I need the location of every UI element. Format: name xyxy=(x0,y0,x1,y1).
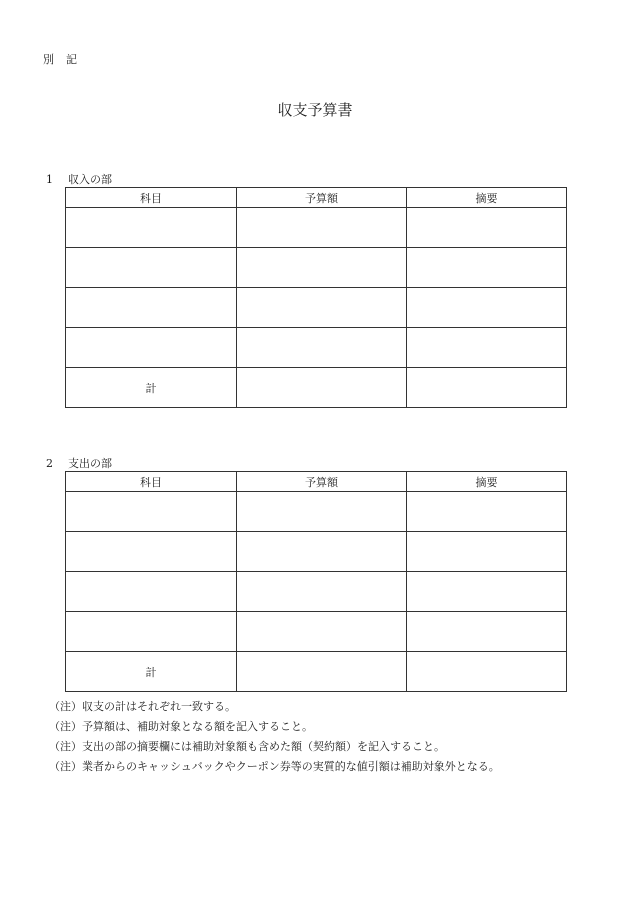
income-table xyxy=(65,187,567,408)
income-header-row xyxy=(66,188,567,208)
expense-col-subject: 科目 xyxy=(66,472,237,492)
document-title: 収支予算書 xyxy=(277,101,353,119)
table-row xyxy=(66,492,567,532)
expense-total-label: 計 xyxy=(66,652,237,692)
expense-subject-cell[interactable] xyxy=(66,612,237,652)
expense-summary-cell[interactable] xyxy=(407,532,567,572)
table-row xyxy=(66,248,567,288)
income-budget-cell[interactable] xyxy=(237,288,407,328)
income-budget-cell[interactable] xyxy=(237,328,407,368)
note-item: （注）収支の計はそれぞれ一致する。 xyxy=(49,700,236,713)
expense-subject-cell[interactable] xyxy=(66,572,237,612)
annex-label-part2: 記 xyxy=(66,53,77,66)
expense-section-number: 2 xyxy=(46,457,53,470)
expense-total-budget-cell[interactable] xyxy=(237,652,407,692)
table-row xyxy=(66,208,567,248)
income-section-heading xyxy=(46,171,112,187)
expense-budget-cell[interactable] xyxy=(237,532,407,572)
expense-subject-cell[interactable] xyxy=(66,492,237,532)
note-item: （注）予算額は、補助対象となる額を記入すること。 xyxy=(49,720,313,733)
expense-summary-cell[interactable] xyxy=(407,572,567,612)
income-summary-cell[interactable] xyxy=(407,288,567,328)
income-subject-cell[interactable] xyxy=(66,328,237,368)
income-subject-cell[interactable] xyxy=(66,208,237,248)
expense-header-row xyxy=(66,472,567,492)
table-row xyxy=(66,612,567,652)
income-budget-cell[interactable] xyxy=(237,208,407,248)
expense-total-row xyxy=(66,652,567,692)
expense-budget-cell[interactable] xyxy=(237,612,407,652)
income-summary-cell[interactable] xyxy=(407,208,567,248)
notes-list xyxy=(49,697,500,777)
expense-section-heading xyxy=(46,455,112,471)
income-budget-cell[interactable] xyxy=(237,248,407,288)
expense-total-summary-cell[interactable] xyxy=(407,652,567,692)
table-row xyxy=(66,572,567,612)
expense-summary-cell[interactable] xyxy=(407,612,567,652)
annex-label xyxy=(43,51,77,67)
note-item: （注）業者からのキャッシュバックやクーポン券等の実質的な値引額は補助対象外となる。 xyxy=(49,760,500,773)
income-summary-cell[interactable] xyxy=(407,248,567,288)
income-total-label: 計 xyxy=(66,368,237,408)
income-col-subject: 科目 xyxy=(66,188,237,208)
income-total-row xyxy=(66,368,567,408)
expense-summary-cell[interactable] xyxy=(407,492,567,532)
expense-col-budget: 予算額 xyxy=(237,472,407,492)
expense-table xyxy=(65,471,567,692)
table-row xyxy=(66,532,567,572)
income-col-summary: 摘要 xyxy=(407,188,567,208)
table-row xyxy=(66,328,567,368)
income-col-budget: 予算額 xyxy=(237,188,407,208)
annex-label-part1: 別 xyxy=(43,53,54,66)
income-subject-cell[interactable] xyxy=(66,248,237,288)
expense-col-summary: 摘要 xyxy=(407,472,567,492)
income-summary-cell[interactable] xyxy=(407,328,567,368)
expense-budget-cell[interactable] xyxy=(237,572,407,612)
income-section-number: 1 xyxy=(46,173,53,186)
note-item: （注）支出の部の摘要欄には補助対象額も含めた額（契約額）を記入すること。 xyxy=(49,740,445,753)
income-section-title: 収入の部 xyxy=(68,173,112,186)
expense-subject-cell[interactable] xyxy=(66,532,237,572)
table-row xyxy=(66,288,567,328)
income-subject-cell[interactable] xyxy=(66,288,237,328)
expense-section-title: 支出の部 xyxy=(68,457,112,470)
income-total-budget-cell[interactable] xyxy=(237,368,407,408)
income-total-summary-cell[interactable] xyxy=(407,368,567,408)
expense-budget-cell[interactable] xyxy=(237,492,407,532)
